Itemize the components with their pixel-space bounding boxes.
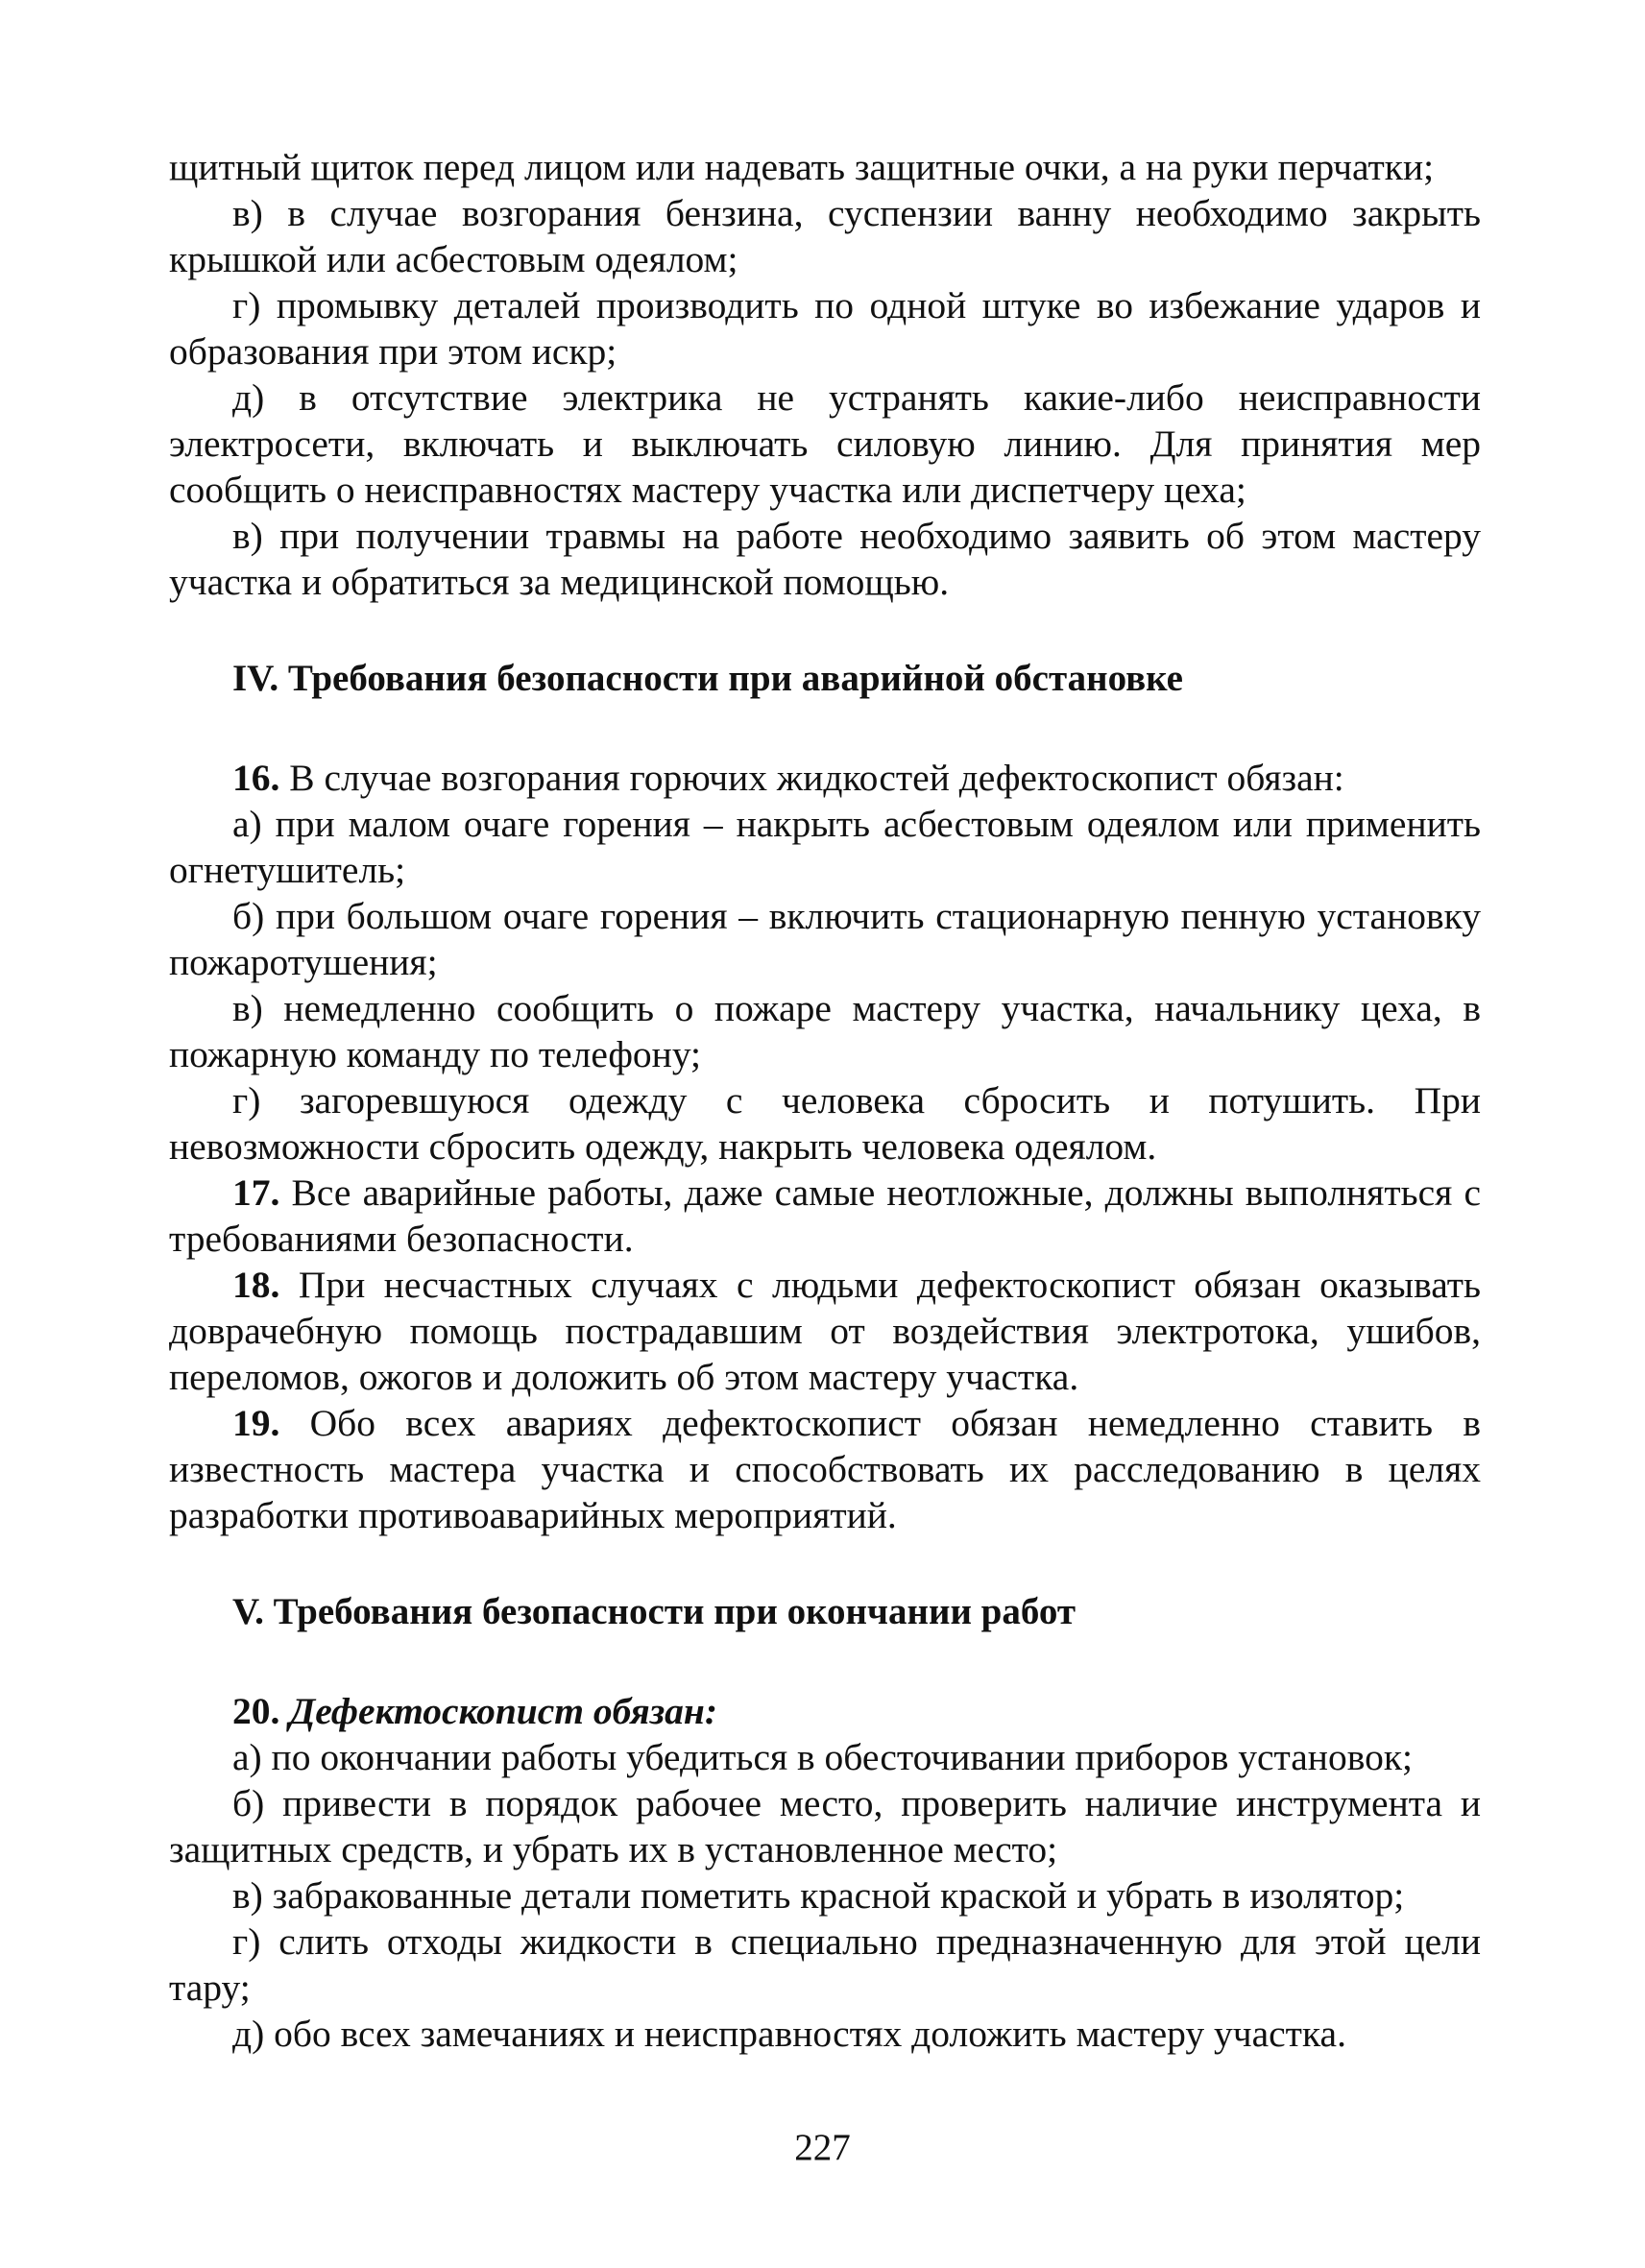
item-18: [169, 1262, 1481, 1400]
item-20: [169, 1688, 1481, 1734]
item-text: Дефектоскопист обязан:: [279, 1690, 717, 1732]
item-number: 16.: [232, 757, 280, 799]
list-item-v-rejected-parts: в) забракованные детали пометить красной краской и убрать в изолятор;: [232, 1874, 1405, 1917]
list-item-a-deenergize: а) по окончании работы убедиться в обесточивании приборов установок;: [232, 1736, 1413, 1778]
item-text: В случае возгорания горючих жидкостей дефектоскопист обязан:: [279, 757, 1344, 799]
item-number: 18.: [232, 1264, 280, 1306]
item-text: Обо всех авариях дефектоскопист обязан немедленно ставить в известность мастера участка и способствовать их расследованию в целях разработки противоаварийных мероприятий.: [169, 1402, 1481, 1536]
list-item-b-workplace: б) привести в порядок рабочее место, проверить наличие инструмента и защитных средств, и убрать их в установленное место;: [169, 1782, 1481, 1870]
paragraph-continuation: щитный щиток перед лицом или надевать защитные очки, а на руки перчатки;: [169, 146, 1435, 188]
section-heading-v: V. Требования безопасности при окончании работ: [232, 1591, 1076, 1632]
section-heading-iv: IV. Требования безопасности при аварийной обстановке: [232, 658, 1183, 699]
list-item-d-report-remarks: д) обо всех замечаниях и неисправностях доложить мастеру участка.: [232, 2013, 1346, 2055]
page-number: 227: [794, 2127, 851, 2168]
list-item-b-large-fire: б) при большом очаге горения – включить стационарную пенную установку пожаротушения;: [169, 895, 1481, 983]
item-17: [169, 1170, 1481, 1262]
list-item-g-waste-liquid: г) слить отходы жидкости в специально предназначенную для этой цели тару;: [169, 1920, 1481, 2009]
item-text: При несчастных случаях с людьми дефектоскопист обязан оказывать доврачебную помощь пострадавшим от воздействия электротока, ушибов, переломов, ожогов и доложить об этом мастеру участка.: [169, 1264, 1481, 1398]
list-item-g-washing: г) промывку деталей производить по одной штуке во избежание ударов и образования при этом искр;: [169, 284, 1481, 373]
list-item-v-report-fire: в) немедленно сообщить о пожаре мастеру участка, начальнику цеха, в пожарную команду по телефону;: [169, 987, 1481, 1075]
list-item-g-clothing: г) загоревшуюся одежду с человека сбросить и потушить. При невозможности сбросить одежду, накрыть человека одеялом.: [169, 1079, 1481, 1168]
item-number: 17.: [232, 1171, 280, 1214]
list-item-v-injury: в) при получении травмы на работе необходимо заявить об этом мастеру участка и обратиться за медицинской помощью.: [169, 515, 1481, 603]
list-item-d-electrician: д) в отсутствие электрика не устранять какие-либо неисправности электросети, включать и выключать силовую линию. Для принятия мер сообщить о неисправностях мастеру участка или диспетчеру цеха;: [169, 376, 1481, 511]
item-number: 19.: [232, 1402, 280, 1444]
page-body: [169, 144, 1481, 2057]
list-item-v-fire: в) в случае возгорания бензина, суспензии ванну необходимо закрыть крышкой или асбестовым одеялом;: [169, 192, 1481, 280]
list-item-a-small-fire: а) при малом очаге горения – накрыть асбестовым одеялом или применить огнетушитель;: [169, 803, 1481, 891]
item-number: 20.: [232, 1690, 280, 1732]
item-16: [169, 755, 1481, 801]
item-text: Все аварийные работы, даже самые неотложные, должны выполняться с требованиями безопасности.: [169, 1171, 1481, 1260]
item-19: [169, 1400, 1481, 1538]
